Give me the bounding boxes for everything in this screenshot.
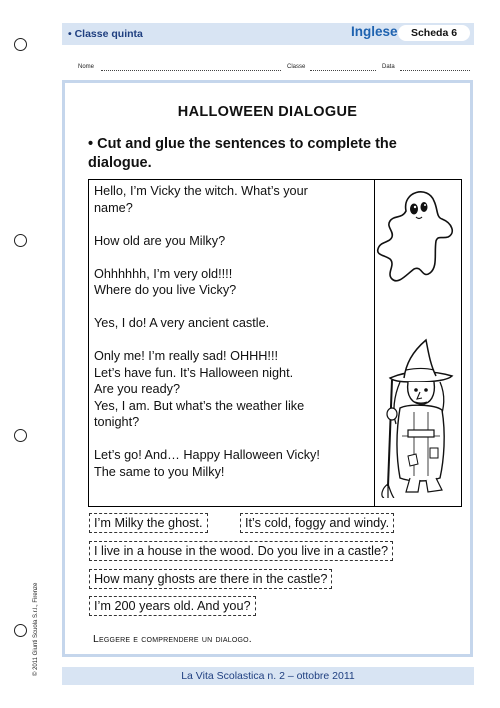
date-field-label: Data [382, 64, 395, 70]
sheet-badge: Scheda 6 [398, 25, 470, 41]
dialogue-line: Let’s have fun. It’s Halloween night. [94, 365, 294, 380]
dialogue-line: Are you ready? [94, 382, 181, 396]
date-field-line[interactable] [400, 70, 470, 71]
binder-hole [14, 624, 27, 637]
dialogue-line: Ohhhhhh, I’m very old!!!! [94, 266, 233, 281]
dialogue-line: name? [94, 200, 133, 215]
cut-sentence-strip[interactable]: I live in a house in the wood. Do you live in a castle? [89, 541, 393, 561]
subject-label: Inglese [351, 24, 398, 39]
ghost-illustration [376, 183, 460, 293]
worksheet-title: HALLOWEEN DIALOGUE [177, 104, 358, 120]
dialogue-line: Hello, I’m Vicky the witch. What’s your [94, 184, 308, 198]
dialogue-line: Yes, I am. But what’s the weather like [94, 398, 305, 413]
class-field-line[interactable] [310, 70, 376, 71]
class-field-label: Classe [287, 64, 306, 70]
cut-sentence-strip[interactable]: I’m 200 years old. And you? [89, 596, 256, 616]
dialogue-line: Let’s go! And… Happy Halloween Vicky! [94, 448, 320, 462]
dialogue-line: Yes, I do! A very ancient castle. [94, 316, 270, 330]
witch-illustration [378, 336, 462, 498]
binder-hole [14, 38, 27, 51]
binder-hole [14, 429, 27, 442]
copyright-notice: © 2011 Giunti Scuola S.r.l., Firenze [33, 582, 39, 676]
cut-sentence-strip[interactable]: How many ghosts are there in the castle? [89, 569, 332, 589]
worksheet-instruction: • Cut and glue the sentences to complete the dialogue. [88, 136, 397, 171]
footer-text: La Vita Scolastica n. 2 – ottobre 2011 [181, 670, 355, 682]
dialogue-line: tonight? [94, 415, 140, 429]
cut-sentence-strip[interactable]: I’m Milky the ghost. [89, 513, 208, 533]
dialogue-line: How old are you Milky? [94, 233, 226, 248]
binder-hole [14, 234, 27, 247]
name-field-label: Nome [78, 64, 95, 70]
dialogue-line: Only me! I’m really sad! OHHH!!! [94, 349, 279, 363]
cut-sentence-strip[interactable]: It’s cold, foggy and windy. [240, 513, 394, 533]
class-label: • Classe quinta [68, 28, 143, 40]
learning-objective: Leggere e comprendere un dialogo. [93, 633, 252, 645]
dialogue-line: The same to you Milky! [94, 464, 225, 479]
ghost-eye-icon [410, 204, 418, 215]
dialogue-divider [374, 179, 375, 507]
ghost-eye-icon [421, 202, 428, 212]
dialogue-line: Where do you live Vicky? [94, 283, 237, 297]
dialogue-text [94, 183, 374, 480]
name-field-line[interactable] [101, 70, 281, 71]
